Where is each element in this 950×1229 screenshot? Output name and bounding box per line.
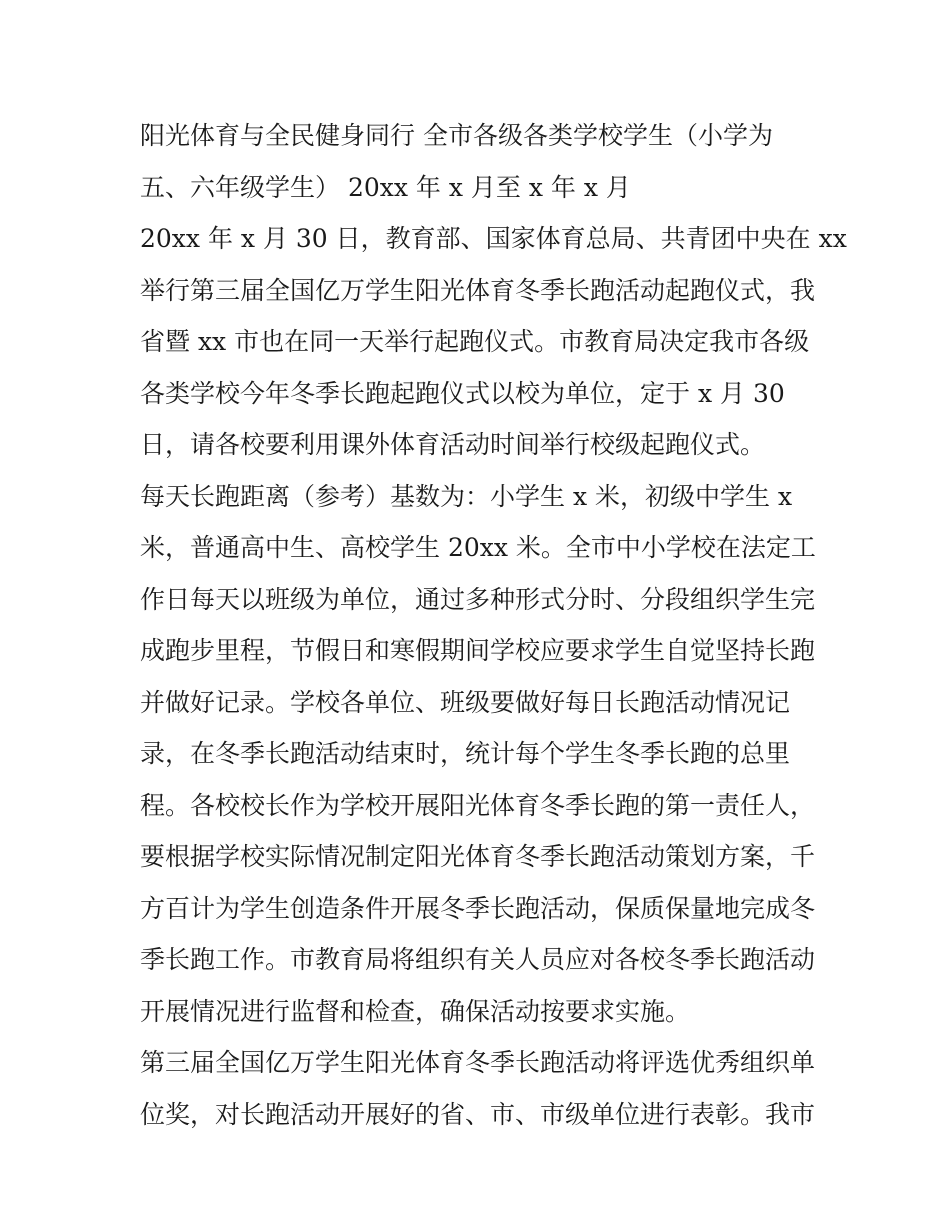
text-line-16: 方百计为学生创造条件开展冬季长跑活动，保质保量地完成冬 (140, 893, 816, 923)
text-line-20: 位奖，对长跑活动开展好的省、市、市级单位进行表彰。我市 (140, 1099, 816, 1129)
document-body (140, 110, 847, 1140)
text-line-4: 举行第三届全国亿万学生阳光体育冬季长跑活动起跑仪式，我 (140, 275, 816, 305)
text-line-2: 五、六年级学生） 20xx 年 x 月至 x 年 x 月 (140, 172, 631, 202)
text-line-18: 开展情况进行监督和检查，确保活动按要求实施。 (140, 996, 691, 1026)
text-line-11: 成跑步里程，节假日和寒假期间学校应要求学生自觉坚持长跑 (140, 636, 816, 665)
text-line-5: 省暨 xx 市也在同一天举行起跑仪式。市教育局决定我市各级 (140, 327, 810, 356)
text-line-7: 日，请各校要利用课外体育活动时间举行校级起跑仪式。 (140, 430, 766, 459)
text-line-8: 每天长跑距离（参考）基数为：小学生 x 米，初级中学生 x (140, 481, 793, 511)
text-line-10: 作日每天以班级为单位，通过多种形式分时、分段组织学生完 (140, 584, 816, 614)
text-line-3: 20xx 年 x 月 30 日，教育部、国家体育总局、共青团中央在 xx (140, 224, 847, 253)
text-line-15: 要根据学校实际情况制定阳光体育冬季长跑活动策划方案，千 (140, 842, 816, 871)
text-line-14: 程。各校校长作为学校开展阳光体育冬季长跑的第一责任人， (140, 790, 816, 820)
text-line-17: 季长跑工作。市教育局将组织有关人员应对各校冬季长跑活动 (140, 945, 816, 974)
text-line-12: 并做好记录。学校各单位、班级要做好每日长跑活动情况记 (140, 687, 791, 717)
text-line-6: 各类学校今年冬季长跑起跑仪式以校为单位，定于 x 月 30 (140, 378, 785, 408)
text-line-9: 米，普通高中生、高校学生 20xx 米。全市中小学校在法定工 (140, 533, 816, 562)
text-line-1: 阳光体育与全民健身同行 全市各级各类学校学生（小学为 (140, 121, 773, 150)
text-line-19: 第三届全国亿万学生阳光体育冬季长跑活动将评选优秀组织单 (140, 1048, 816, 1077)
text-line-13: 录，在冬季长跑活动结束时，统计每个学生冬季长跑的总里 (140, 739, 791, 768)
